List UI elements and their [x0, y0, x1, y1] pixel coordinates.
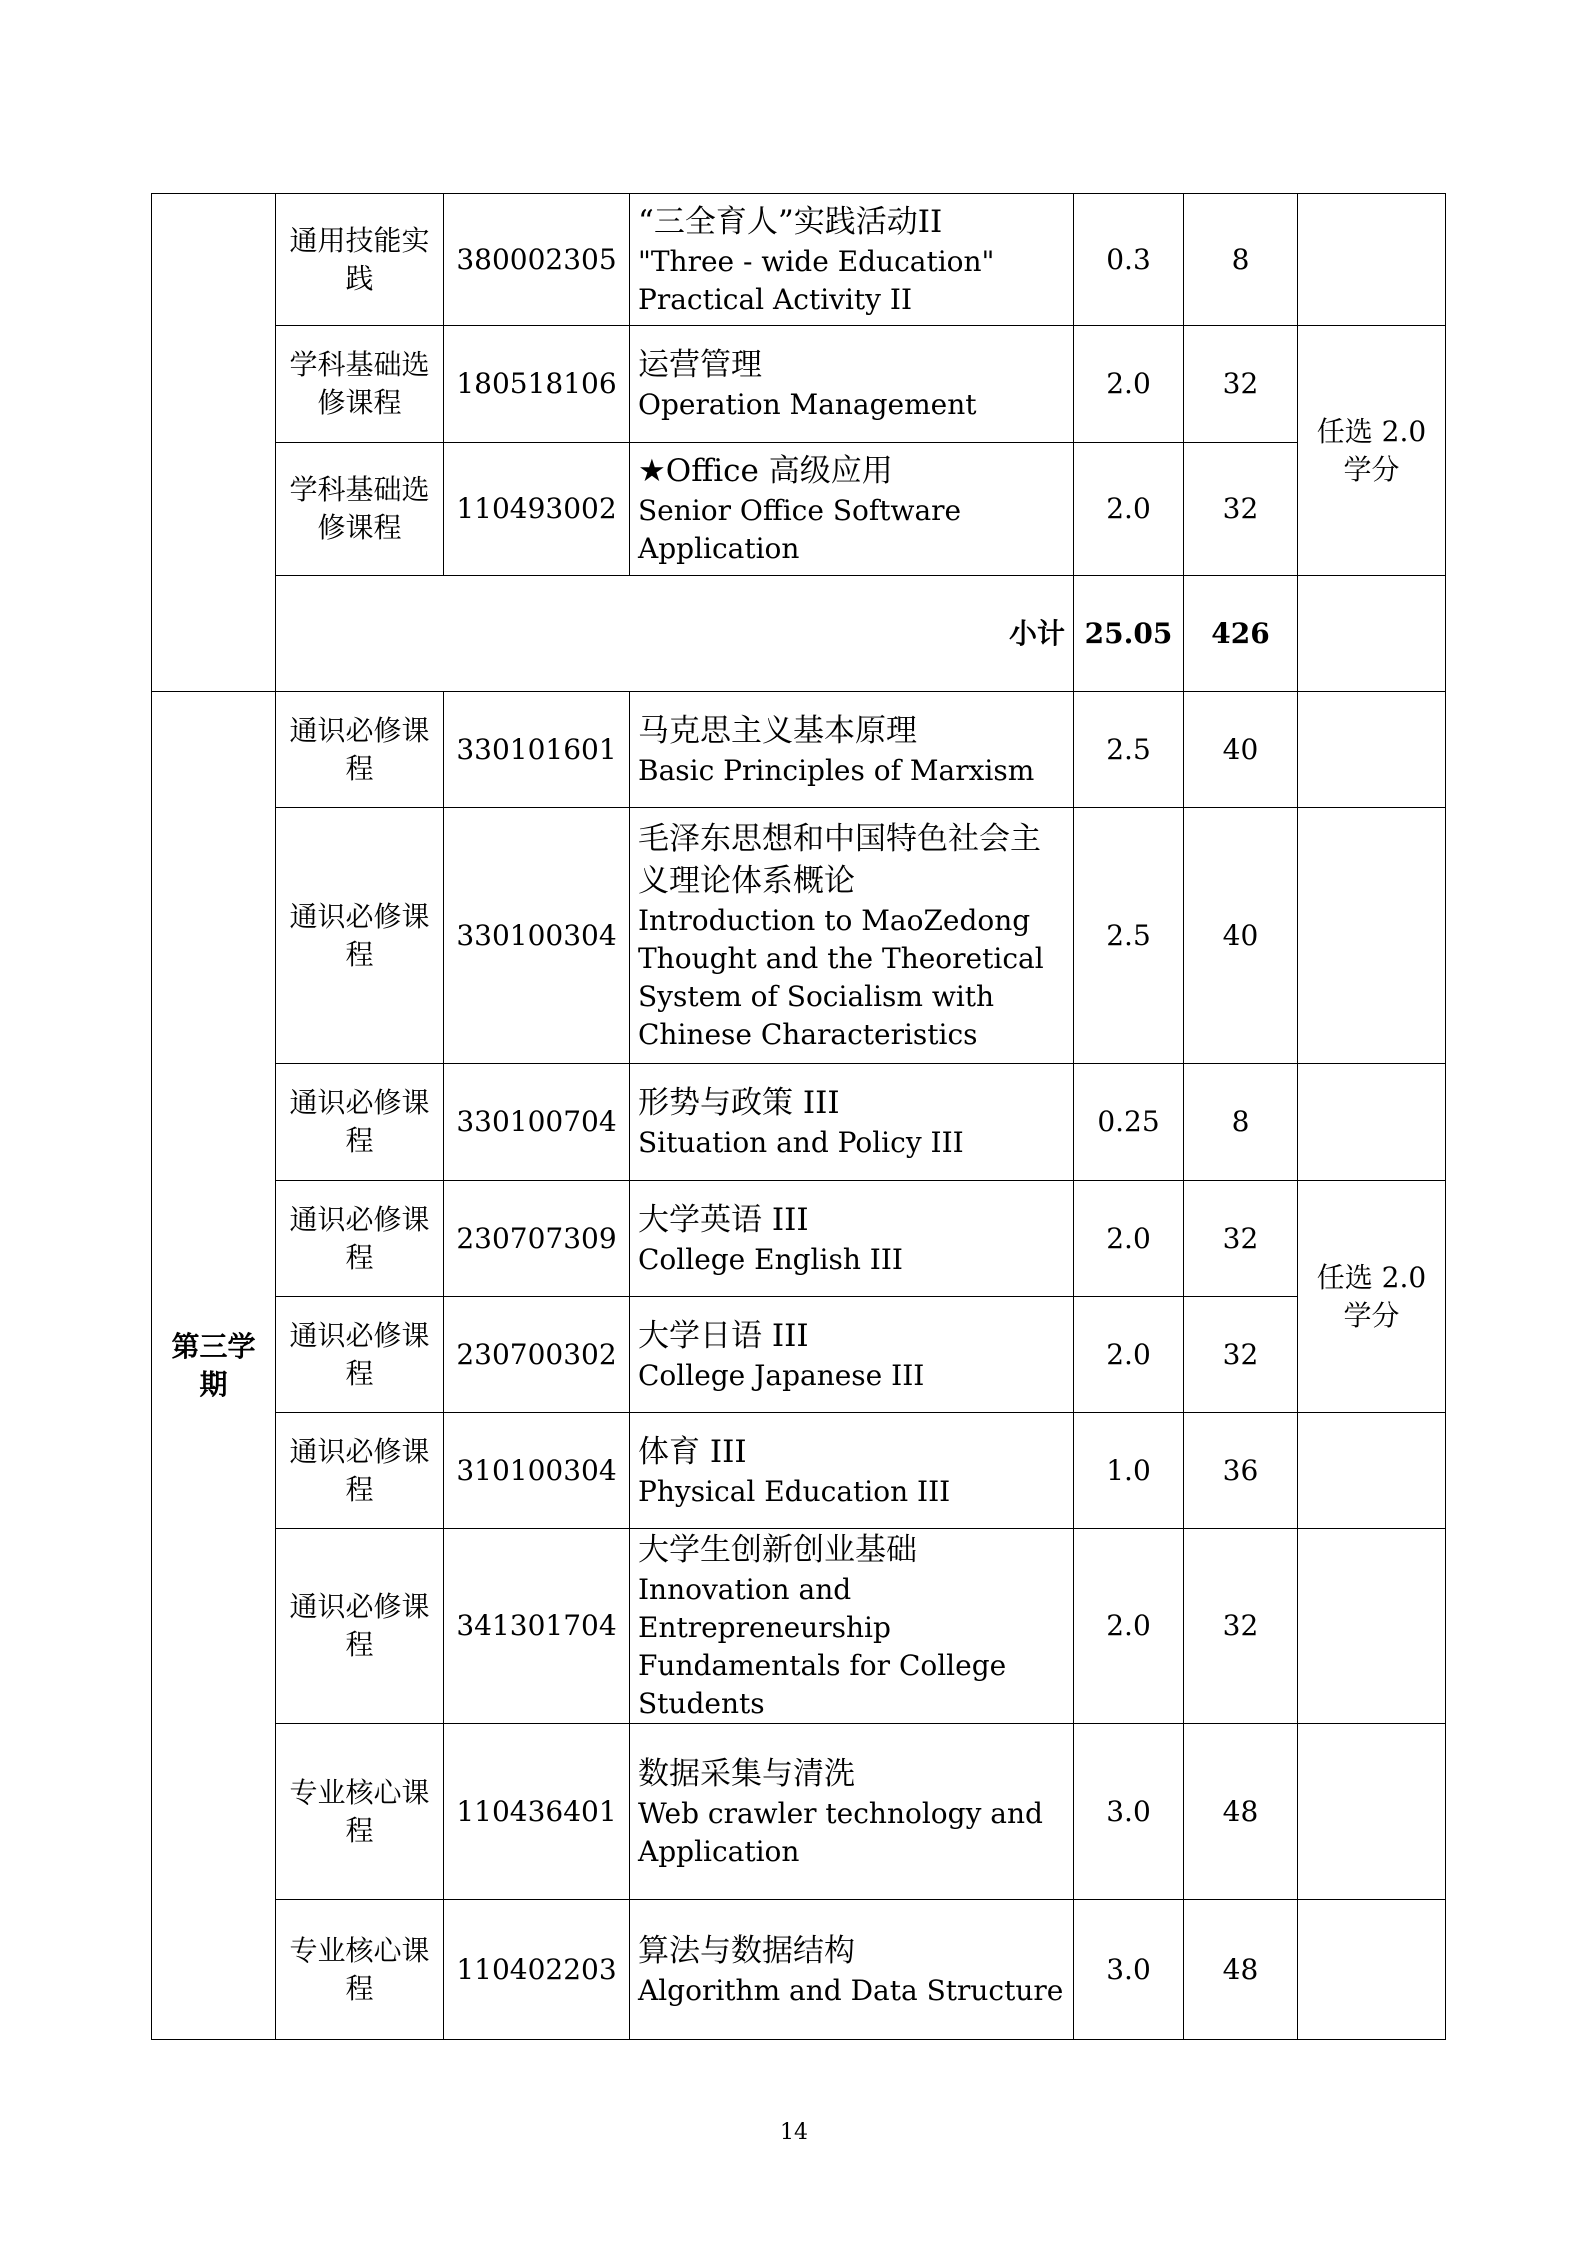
course-hours: 8 — [1184, 1064, 1298, 1181]
course-code: 180518106 — [444, 326, 630, 443]
course-hours: 48 — [1184, 1724, 1298, 1900]
semester-cell-prev — [152, 194, 276, 692]
course-hours: 32 — [1184, 443, 1298, 576]
course-hours: 32 — [1184, 1529, 1298, 1724]
course-code: 230700302 — [444, 1297, 630, 1413]
course-name-zh: 大学英语 III — [638, 1201, 809, 1238]
course-category: 通识必修课程 — [276, 1529, 444, 1724]
subtotal-hours: 426 — [1184, 576, 1298, 692]
course-name-en: College Japanese III — [638, 1358, 925, 1392]
course-code: 330101601 — [444, 692, 630, 808]
elective-note: 任选 2.0 学分 — [1298, 326, 1446, 576]
table-row — [152, 1900, 1446, 2040]
course-name — [630, 808, 1074, 1064]
course-name-en: Web crawler technology and Application — [638, 1796, 1043, 1868]
course-name-en: "Three - wide Education" Practical Activity II — [638, 244, 995, 316]
course-name — [630, 1900, 1074, 2040]
course-credits: 2.0 — [1074, 326, 1184, 443]
course-note — [1298, 1064, 1446, 1181]
course-hours: 32 — [1184, 326, 1298, 443]
table-row — [152, 1724, 1446, 1900]
course-name — [630, 1529, 1074, 1724]
table-row — [152, 194, 1446, 326]
course-category: 通识必修课程 — [276, 692, 444, 808]
course-category: 通识必修课程 — [276, 1064, 444, 1181]
course-code: 341301704 — [444, 1529, 630, 1724]
course-credits: 2.0 — [1074, 1297, 1184, 1413]
course-category: 通识必修课程 — [276, 1181, 444, 1297]
course-name-zh: “三全育人”实践活动II — [638, 203, 943, 240]
course-credits: 0.25 — [1074, 1064, 1184, 1181]
table-row — [152, 1181, 1446, 1297]
table-row — [152, 808, 1446, 1064]
course-name-en: Senior Office Software Application — [638, 494, 962, 565]
course-note — [1298, 1900, 1446, 2040]
course-schedule-table — [151, 193, 1446, 2040]
course-credits: 2.5 — [1074, 808, 1184, 1064]
course-name-zh: 数据采集与清洗 — [638, 1755, 855, 1792]
course-category: 学科基础选修课程 — [276, 443, 444, 576]
course-code: 230707309 — [444, 1181, 630, 1297]
course-name — [630, 443, 1074, 576]
table-row — [152, 1297, 1446, 1413]
course-code: 330100704 — [444, 1064, 630, 1181]
semester-label: 第三学期 — [152, 692, 276, 2040]
course-hours: 40 — [1184, 692, 1298, 808]
course-credits: 3.0 — [1074, 1900, 1184, 2040]
course-hours: 32 — [1184, 1297, 1298, 1413]
table-row — [152, 692, 1446, 808]
course-code: 110493002 — [444, 443, 630, 576]
course-credits: 1.0 — [1074, 1413, 1184, 1529]
course-credits: 0.3 — [1074, 194, 1184, 326]
course-name-zh: ★Office 高级应用 — [638, 453, 893, 489]
course-category: 专业核心课程 — [276, 1724, 444, 1900]
course-name — [630, 1181, 1074, 1297]
course-name-en: Operation Management — [638, 388, 977, 421]
course-code: 110436401 — [444, 1724, 630, 1900]
course-category: 学科基础选修课程 — [276, 326, 444, 443]
course-name-zh: 马克思主义基本原理 — [638, 712, 917, 749]
subtotal-note — [1298, 576, 1446, 692]
course-hours: 40 — [1184, 808, 1298, 1064]
course-name-zh: 毛泽东思想和中国特色社会主义理论体系概论 — [638, 820, 1041, 899]
course-category: 通识必修课程 — [276, 1297, 444, 1413]
table-row — [152, 1529, 1446, 1724]
course-name-zh: 形势与政策 III — [638, 1085, 840, 1121]
table-row — [152, 443, 1446, 576]
course-name-zh: 算法与数据结构 — [638, 1932, 855, 1969]
course-name-zh: 大学生创新创业基础 — [638, 1532, 917, 1568]
course-name-en: Algorithm and Data Structure — [638, 1973, 1064, 2007]
subtotal-label: 小计 — [276, 576, 1074, 692]
course-category: 通识必修课程 — [276, 808, 444, 1064]
course-code: 330100304 — [444, 808, 630, 1064]
course-name-en: Basic Principles of Marxism — [638, 753, 1035, 787]
course-name-zh: 体育 III — [638, 1433, 747, 1470]
elective-note: 任选 2.0 学分 — [1298, 1181, 1446, 1413]
course-name — [630, 326, 1074, 443]
course-credits: 2.5 — [1074, 692, 1184, 808]
course-category: 通用技能实践 — [276, 194, 444, 326]
course-code: 110402203 — [444, 1900, 630, 2040]
course-note — [1298, 194, 1446, 326]
course-name — [630, 1297, 1074, 1413]
subtotal-credits: 25.05 — [1074, 576, 1184, 692]
course-category: 通识必修课程 — [276, 1413, 444, 1529]
course-code: 310100304 — [444, 1413, 630, 1529]
course-code: 380002305 — [444, 194, 630, 326]
course-name — [630, 194, 1074, 326]
course-hours: 36 — [1184, 1413, 1298, 1529]
course-note — [1298, 1413, 1446, 1529]
course-name-en: Innovation and Entrepreneurship Fundamentals for College Students — [638, 1573, 1007, 1720]
course-credits: 2.0 — [1074, 1181, 1184, 1297]
course-name-en: Situation and Policy III — [638, 1126, 964, 1159]
course-name-en: Introduction to MaoZedong Thought and the Theoretical System of Socialism with Chinese Characteristics — [638, 903, 1044, 1051]
table-row — [152, 1064, 1446, 1181]
course-name — [630, 1724, 1074, 1900]
course-name — [630, 692, 1074, 808]
course-credits: 2.0 — [1074, 443, 1184, 576]
course-hours: 48 — [1184, 1900, 1298, 2040]
course-credits: 3.0 — [1074, 1724, 1184, 1900]
course-category: 专业核心课程 — [276, 1900, 444, 2040]
page-number: 14 — [780, 2120, 808, 2145]
course-hours: 32 — [1184, 1181, 1298, 1297]
table-row — [152, 326, 1446, 443]
course-credits: 2.0 — [1074, 1529, 1184, 1724]
course-note — [1298, 692, 1446, 808]
table-row — [152, 1413, 1446, 1529]
course-note — [1298, 1529, 1446, 1724]
course-name — [630, 1064, 1074, 1181]
course-name-en: Physical Education III — [638, 1474, 951, 1508]
subtotal-row — [152, 576, 1446, 692]
course-name-en: College English III — [638, 1242, 903, 1276]
course-name-zh: 运营管理 — [638, 347, 762, 383]
course-note — [1298, 1724, 1446, 1900]
course-name-zh: 大学日语 III — [638, 1317, 809, 1354]
course-hours: 8 — [1184, 194, 1298, 326]
course-note — [1298, 808, 1446, 1064]
course-name — [630, 1413, 1074, 1529]
